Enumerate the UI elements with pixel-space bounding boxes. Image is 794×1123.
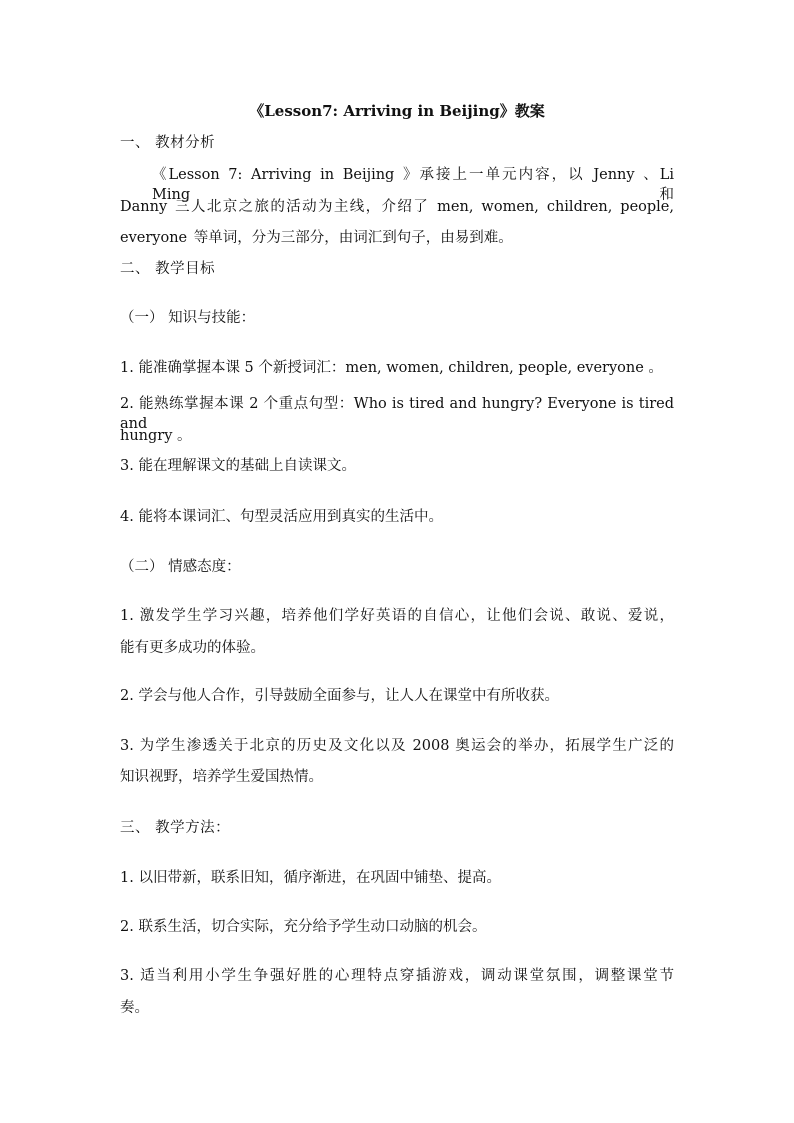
subsection-heading-emotional-attitude: （二） 情感态度： xyxy=(120,559,241,575)
list-item: 2. 学会与他人合作，引导鼓励全面参与，让人人在课堂中有所收获。 xyxy=(120,688,559,704)
paragraph-line: everyone 等单词，分为三部分，由词汇到句子，由易到难。 xyxy=(120,230,513,246)
list-item: 2. 联系生活，切合实际，充分给予学生动口动脑的机会。 xyxy=(120,919,487,935)
list-item: 3. 适当利用小学生争强好胜的心理特点穿插游戏，调动课堂氛围，调整课堂节 xyxy=(120,968,674,984)
list-item-continuation: 能有更多成功的体验。 xyxy=(120,640,265,656)
paragraph-line: 《Lesson 7: Arriving in Beijing 》承接上一单元内容，以 Jenny 、Li Ming 和 xyxy=(152,167,674,203)
list-item: 4. 能将本课词汇、句型灵活应用到真实的生活中。 xyxy=(120,509,443,525)
list-item: 3. 能在理解课文的基础上自读课文。 xyxy=(120,458,356,474)
list-item-continuation: 奏。 xyxy=(120,1000,149,1016)
subsection-heading-knowledge-skills: （一） 知识与技能： xyxy=(120,310,256,326)
list-item: 3. 为学生渗透关于北京的历史及文化以及 2008 奥运会的举办，拓展学生广泛的 xyxy=(120,738,674,754)
list-item: 1. 以旧带新，联系旧知，循序渐进，在巩固中铺垫、提高。 xyxy=(120,870,501,886)
paragraph-line: Danny 三人北京之旅的活动为主线，介绍了 men, women, children, people, xyxy=(120,199,674,215)
section-heading-teaching-methods: 三、 教学方法： xyxy=(120,820,231,836)
document-title: 《Lesson7: Arriving in Beijing》教案 xyxy=(249,102,545,120)
list-item: 1. 能准确掌握本课 5 个新授词汇：men, women, children, people, everyone 。 xyxy=(120,360,663,376)
section-heading-textbook-analysis: 一、 教材分析 xyxy=(120,135,216,151)
list-item: 1. 激发学生学习兴趣，培养他们学好英语的自信心，让他们会说、敢说、爱说， xyxy=(120,608,674,624)
list-item: 2. 能熟练掌握本课 2 个重点句型：Who is tired and hungry? Everyone is tired and xyxy=(120,396,674,432)
list-item-continuation: 知识视野，培养学生爱国热情。 xyxy=(120,769,323,785)
list-item-continuation: hungry 。 xyxy=(120,428,192,444)
section-heading-teaching-goals: 二、 教学目标 xyxy=(120,261,216,277)
